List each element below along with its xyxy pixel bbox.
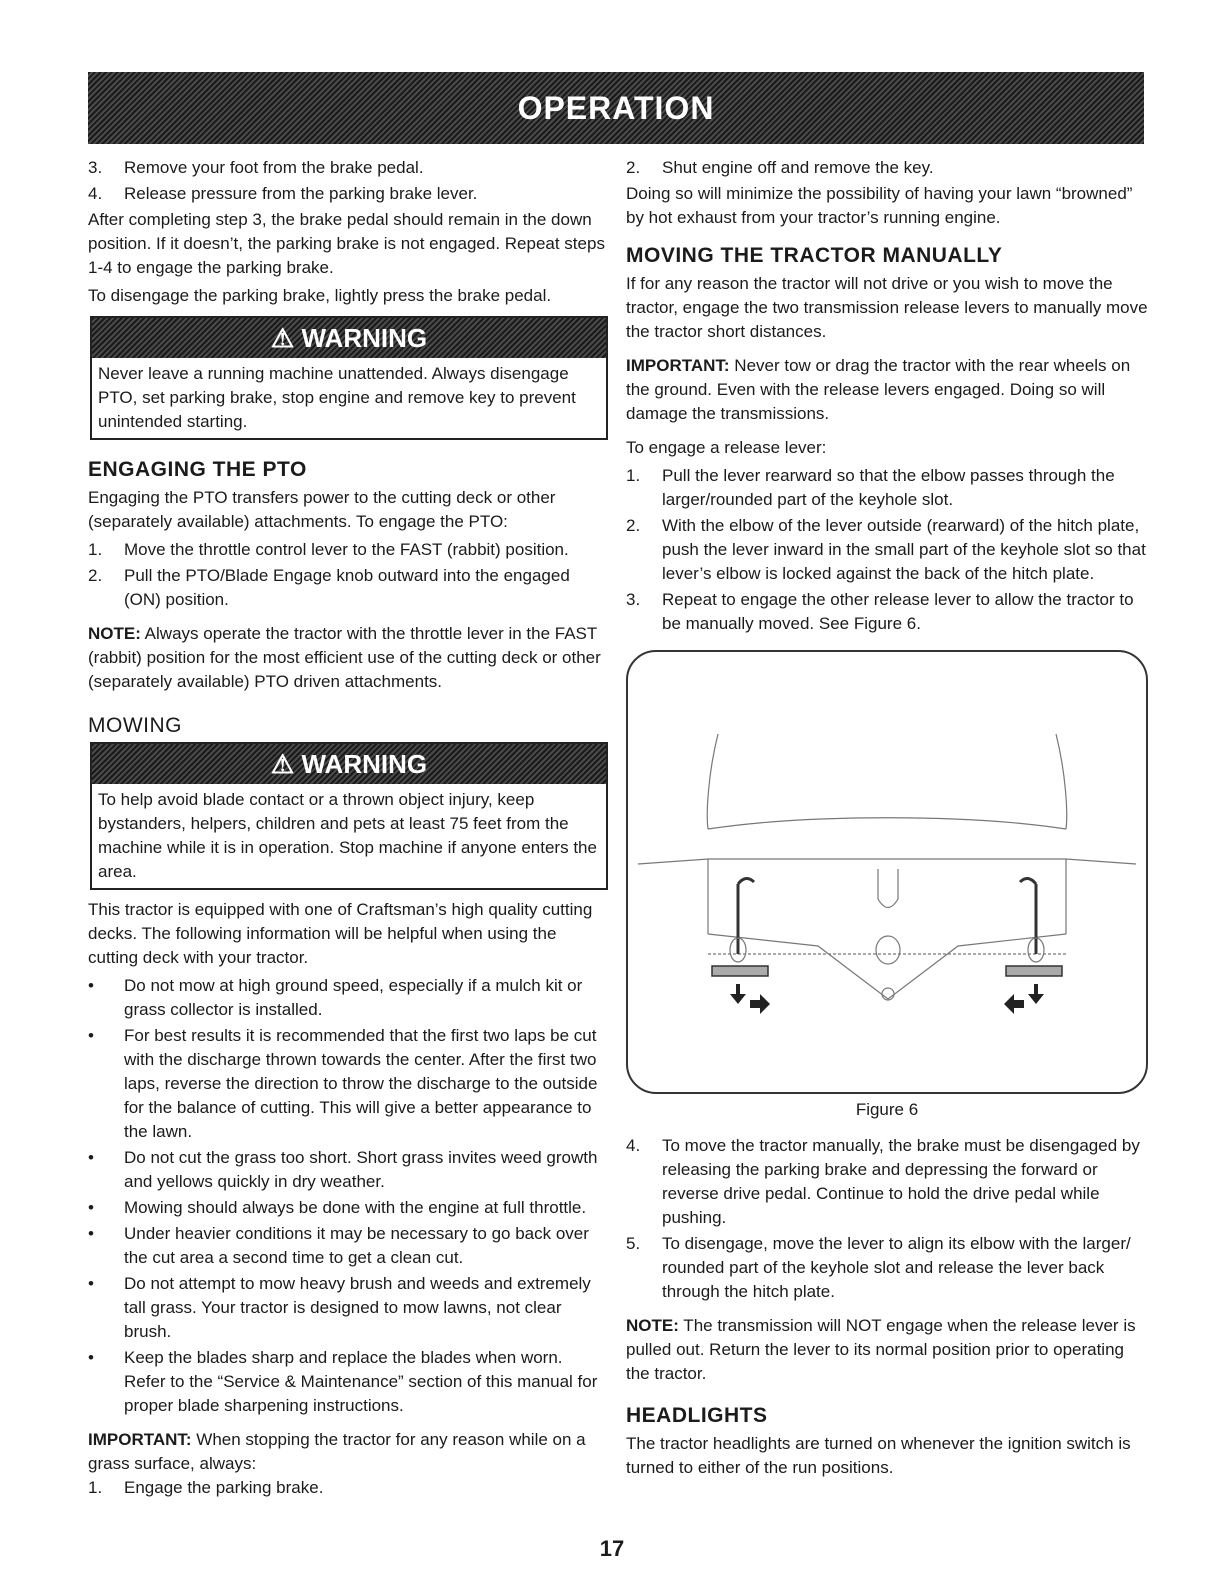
left-lever-plate (712, 966, 768, 976)
paragraph: If for any reason the tractor will not drive or you wish to move the tractor, engage the two transmission release levers to manually move the tractor short distances. (626, 274, 1148, 341)
list-item: 1. Pull the lever rearward so that the elbow passes through the larger/rounded part of the keyhole slot. (626, 466, 1115, 509)
right-lever-plate (1006, 966, 1062, 976)
bullet-icon: • (88, 976, 94, 995)
list-item: 3. Remove your foot from the brake pedal. (88, 158, 424, 177)
list-item: 4. Release pressure from the parking brake lever. (88, 184, 478, 203)
list-item: 2. With the elbow of the lever outside (rearward) of the hitch plate, push the lever inward in the small part of the keyhole slot so that lever’s elbow is locked against the back of the hitch plate. (626, 516, 1146, 583)
bullet-icon: • (88, 1148, 94, 1167)
warning-triangle-icon: ⚠ (270, 323, 295, 353)
paragraph: The tractor headlights are turned on whenever the ignition switch is turned to either of the run positions. (626, 1434, 1131, 1477)
paragraph: To disengage the parking brake, lightly press the brake pedal. (88, 286, 552, 305)
warning-header (92, 744, 606, 784)
figure-caption: Figure 6 (855, 1100, 919, 1119)
list-item: 1. Move the throttle control lever to the FAST (rabbit) position. (88, 540, 569, 559)
bullet-icon: • (88, 1348, 94, 1367)
list-item: • For best results it is recommended that the first two laps be cut with the discharge thrown towards the center. After the first two laps, reverse the direction to throw the discharge to the outside for the balance of cutting. This will give a better appearance to the lawn. (88, 1024, 608, 1144)
list-item: • Do not mow at high ground speed, especially if a mulch kit or grass collector is installed. (88, 974, 608, 1022)
left-column (88, 156, 608, 1502)
list-item: • Do not cut the grass too short. Short grass invites weed growth and yellows quickly in dry weather. (88, 1146, 608, 1194)
paragraph: To engage a release lever: (626, 438, 827, 457)
bullet-icon: • (88, 1274, 94, 1293)
list-item: 4. To move the tractor manually, the brake must be disengaged by releasing the parking brake and depressing the forward or reverse drive pedal. Continue to hold the drive pedal while pushing. (626, 1136, 1140, 1227)
note-paragraph: NOTE: The transmission will NOT engage when the release lever is pulled out. Return the lever to its normal position prior to operating the tractor. (626, 1316, 1136, 1383)
section-heading: ENGAGING THE PTO (88, 458, 307, 481)
important-paragraph: IMPORTANT: When stopping the tractor for any reason while on a grass surface, always: (88, 1430, 586, 1473)
release-lever-diagram (628, 652, 1146, 1092)
warning-header (92, 318, 606, 358)
arrow-left-icon (1004, 994, 1024, 1014)
list-item: • Mowing should always be done with the engine at full throttle. (88, 1196, 608, 1220)
paragraph: Engaging the PTO transfers power to the cutting deck or other (separately available) attachments. To engage the PTO: (88, 488, 556, 531)
warning-box (90, 316, 608, 440)
list-item: 2. Pull the PTO/Blade Engage knob outward into the engaged (ON) position. (88, 566, 570, 609)
arrow-down-icon (1028, 984, 1044, 1004)
warning-text: Never leave a running machine unattended. Always disengage PTO, set parking brake, stop engine and remove key to prevent unintended starting. (98, 364, 576, 431)
important-paragraph: IMPORTANT: Never tow or drag the tractor with the rear wheels on the ground. Even with the release levers engaged. Doing so will damage the transmissions. (626, 356, 1131, 423)
paragraph: After completing step 3, the brake pedal should remain in the down position. If it doesn’t, the parking brake is not engaged. Repeat steps 1-4 to engage the parking brake. (88, 210, 605, 277)
paragraph: Doing so will minimize the possibility of having your lawn “browned” by hot exhaust from your tractor’s running engine. (626, 184, 1133, 227)
figure-6-illustration (626, 650, 1148, 1094)
section-heading: MOWING (88, 714, 182, 737)
warning-box (90, 742, 608, 890)
list-item: 1. Engage the parking brake. (88, 1478, 324, 1497)
section-banner (88, 72, 1144, 144)
section-heading: MOVING THE TRACTOR MANUALLY (626, 244, 1003, 267)
list-item: 3. Repeat to engage the other release lever to allow the tractor to be manually moved. See Figure 6. (626, 590, 1134, 633)
right-column (626, 156, 1148, 1484)
warning-title: ⚠ WARNING (270, 749, 428, 779)
warning-triangle-icon: ⚠ (270, 749, 295, 779)
bullet-icon: • (88, 1026, 94, 1045)
note-paragraph: NOTE: Always operate the tractor with the throttle lever in the FAST (rabbit) position for the most efficient use of the cutting deck or other (separately available) PTO driven attachments. (88, 624, 601, 691)
arrow-down-icon (730, 984, 746, 1004)
list-item: 5. To disengage, move the lever to align its elbow with the larger/ rounded part of the keyhole slot and release the lever back through the hitch plate. (626, 1234, 1131, 1301)
section-heading: HEADLIGHTS (626, 1404, 768, 1427)
list-item: 2. Shut engine off and remove the key. (626, 158, 934, 177)
page-number: 17 (599, 1536, 625, 1561)
list-item: • Keep the blades sharp and replace the blades when worn. Refer to the “Service & Maintenance” section of this manual for proper blade sharpening instructions. (88, 1346, 608, 1418)
list-item: • Do not attempt to mow heavy brush and weeds and extremely tall grass. Your tractor is designed to mow lawns, not clear brush. (88, 1272, 608, 1344)
warning-text: To help avoid blade contact or a thrown object injury, keep bystanders, helpers, children and pets at least 75 feet from the machine while it is in operation. Stop machine if anyone enters the area. (98, 790, 597, 881)
bullet-icon: • (88, 1198, 94, 1217)
page-title: OPERATION (517, 89, 715, 126)
paragraph: This tractor is equipped with one of Craftsman’s high quality cutting decks. The following information will be helpful when using the cutting deck with your tractor. (88, 900, 593, 967)
list-item: • Under heavier conditions it may be necessary to go back over the cut area a second time to get a clean cut. (88, 1222, 608, 1270)
arrow-right-icon (750, 994, 770, 1014)
warning-title: ⚠ WARNING (270, 323, 428, 353)
bullet-icon: • (88, 1224, 94, 1243)
